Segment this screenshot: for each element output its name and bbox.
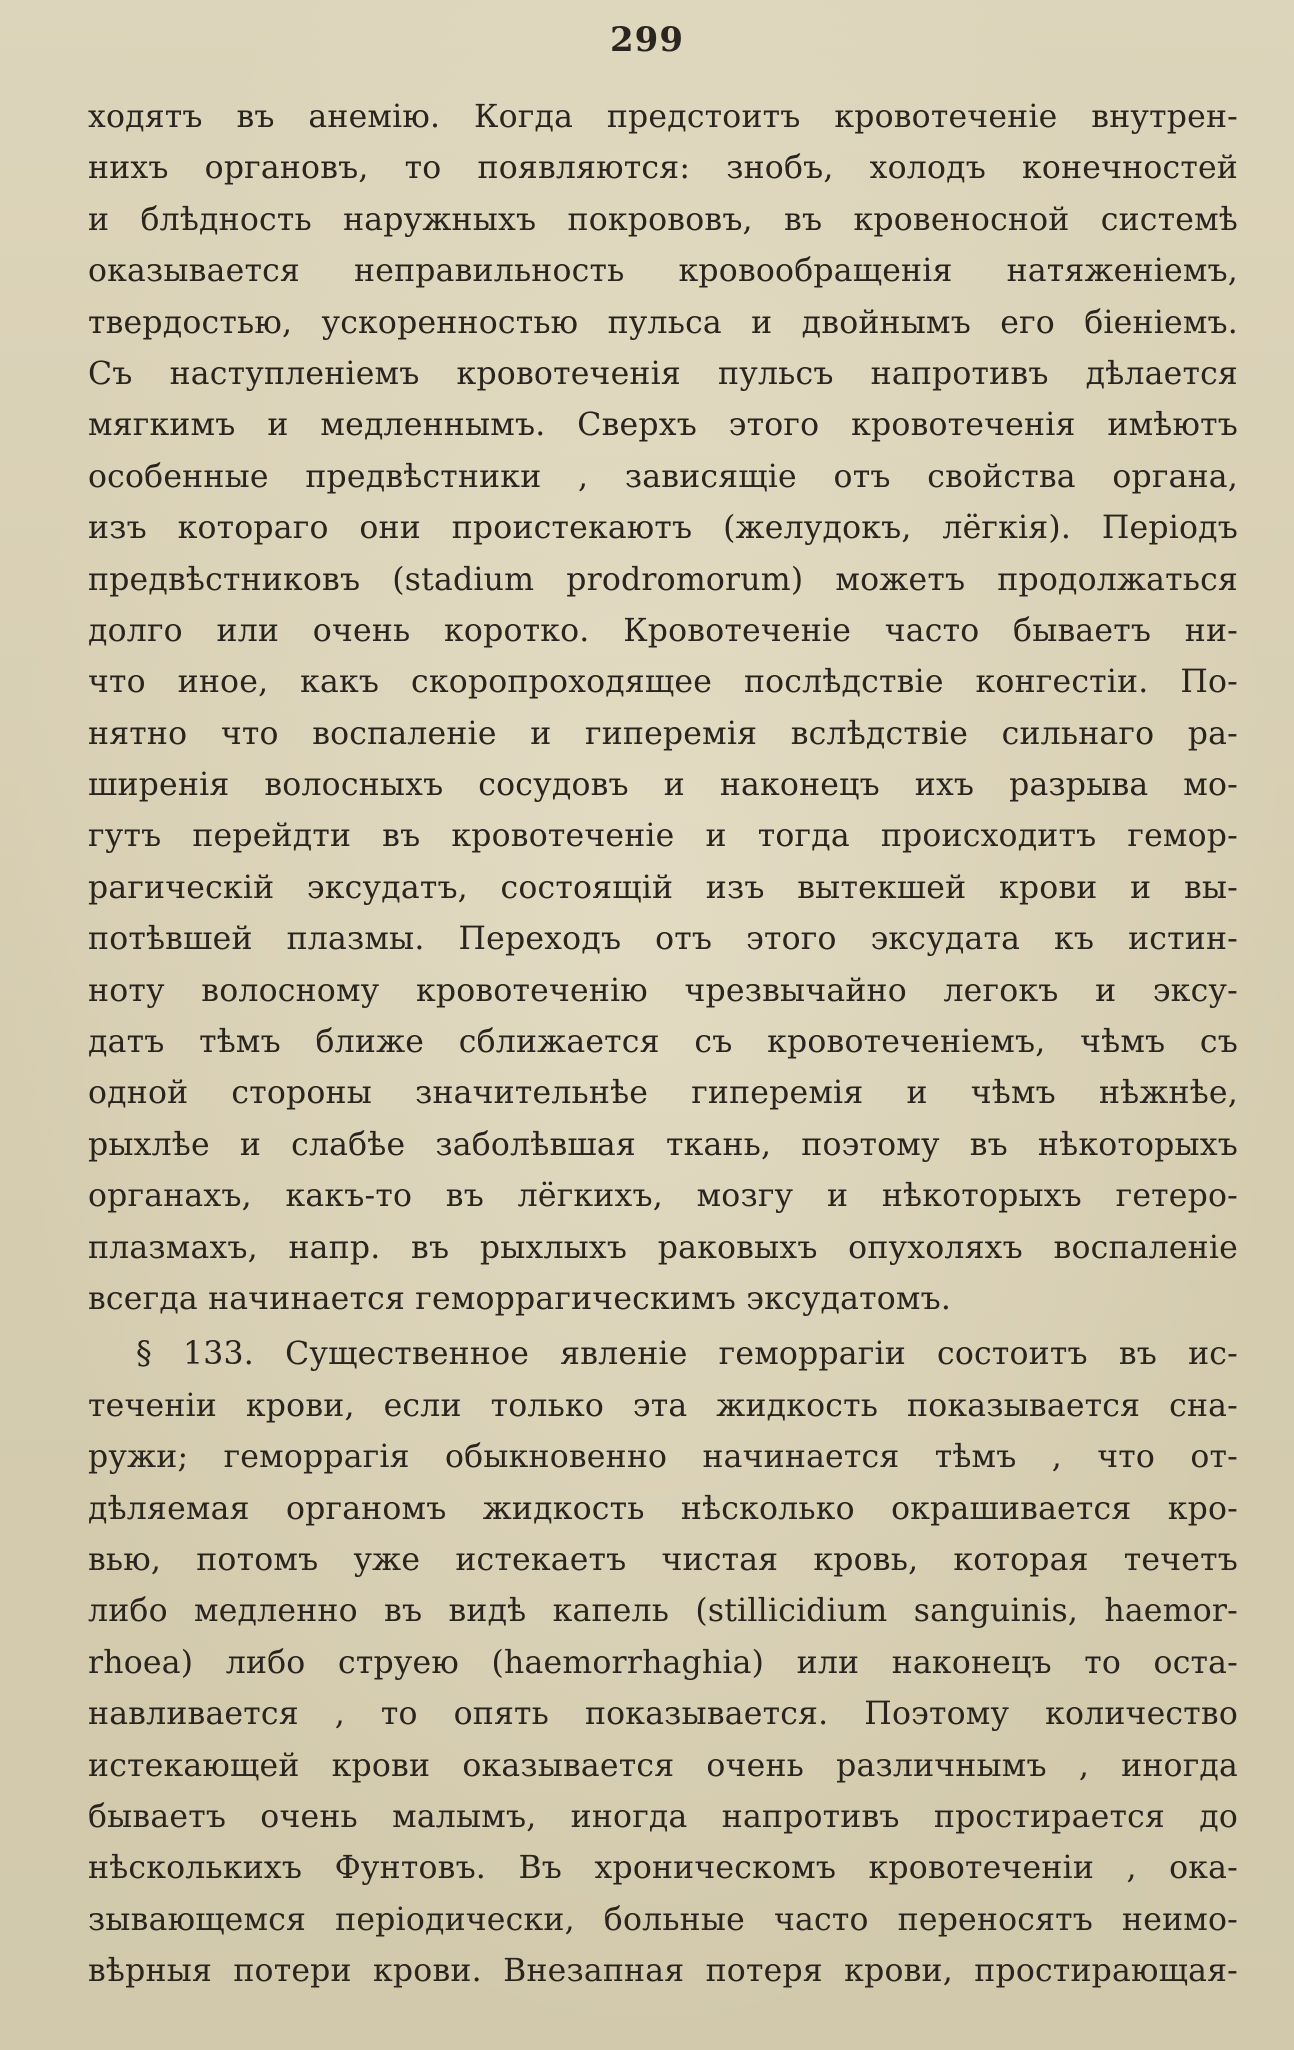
text-line: мягкимъ и медленнымъ. Сверхъ этого кровотеченія имѣютъ (88, 407, 1238, 444)
text-line: вѣрныя потери крови. Внезапная потеря крови, простирающая- (88, 1953, 1238, 1990)
page-number: 299 (610, 20, 684, 60)
text-line: ходятъ въ анемію. Когда предстоитъ кровотеченіе внутрен- (88, 99, 1238, 135)
text-line: бываетъ очень малымъ, иногда напротивъ простирается до (88, 1798, 1238, 1835)
text-line: и блѣдность наружныхъ покрововъ, въ кровеносной системѣ (88, 201, 1238, 238)
text-line: рыхлѣе и слабѣе заболѣвшая ткань, поэтому въ нѣкоторыхъ (88, 1126, 1238, 1163)
text-line: всегда начинается геморрагическимъ эксудатомъ. (88, 1280, 952, 1317)
text-line: либо медленно въ видѣ капель (stillicidium sanguinis, haemor- (88, 1593, 1238, 1630)
text-line: изъ котораго они проистекаютъ (желудокъ, лёгкія). Періодъ (88, 510, 1238, 547)
text-line: оказывается неправильность кровообращенія натяженіемъ, (88, 253, 1238, 290)
text-line: плазмахъ, напр. въ рыхлыхъ раковыхъ опухоляхъ воспаленіе (88, 1229, 1238, 1266)
text-line: что иное, какъ скоропроходящее послѣдствіе конгестіи. По- (88, 664, 1238, 701)
text-line: ружи; геморрагія обыкновенно начинается тѣмъ , что от- (88, 1439, 1238, 1476)
text-line: твердостью, ускоренностью пульса и двойнымъ его біеніемъ. (88, 304, 1238, 341)
body-text (88, 92, 1238, 1997)
text-line: долго или очень коротко. Кровотеченіе часто бываетъ ни- (88, 612, 1238, 649)
text-line: Съ наступленіемъ кровотеченія пульсъ напротивъ дѣлается (88, 355, 1238, 392)
text-line: рагическій эксудатъ, состоящій изъ вытекшей крови и вы- (88, 869, 1238, 906)
text-line: теченіи крови, если только эта жидкость показывается сна- (88, 1387, 1238, 1424)
text-line: гутъ перейдти въ кровотеченіе и тогда происходитъ гемор- (88, 818, 1238, 855)
text-line: предвѣстниковъ (stadium prodromorum) можетъ продолжаться (88, 561, 1238, 598)
text-line: rhoea) либо струею (haemorrhaghia) или наконецъ то оста- (88, 1644, 1238, 1681)
text-line: ноту волосному кровотеченію чрезвычайно легокъ и эксу- (88, 972, 1238, 1009)
text-line: нятно что воспаленіе и гиперемія вслѣдствіе сильнаго ра- (88, 715, 1238, 752)
text-line: особенные предвѣстники , зависящіе отъ свойства органа, (88, 458, 1238, 495)
text-line: зывающемся періодически, больные часто переносятъ неимо- (88, 1901, 1238, 1938)
text-line: вью, потомъ уже истекаетъ чистая кровь, которая течетъ (88, 1541, 1238, 1578)
section-heading-line: § 133. Существенное явленіе геморрагіи состоитъ въ ис- (136, 1336, 1238, 1373)
text-line: потѣвшей плазмы. Переходъ отъ этого эксудата къ истин- (88, 921, 1238, 958)
text-line: истекающей крови оказывается очень различнымъ , иногда (88, 1747, 1238, 1784)
text-line: нихъ органовъ, то появляются: знобъ, холодъ конечностей (88, 150, 1238, 187)
text-line: одной стороны значительнѣе гиперемія и чѣмъ нѣжнѣе, (88, 1075, 1238, 1112)
text-line: нѣсколькихъ Фунтовъ. Въ хроническомъ кровотеченіи , ока- (88, 1850, 1238, 1887)
text-line: дѣляемая органомъ жидкость нѣсколько окрашивается кро- (88, 1490, 1238, 1527)
text-line: ширенія волосныхъ сосудовъ и наконецъ ихъ разрыва мо- (88, 767, 1238, 804)
paragraph-1 (88, 92, 1238, 1325)
text-line: навливается , то опять показывается. Поэтому количество (88, 1696, 1238, 1733)
text-line: датъ тѣмъ ближе сближается съ кровотеченіемъ, чѣмъ съ (88, 1024, 1238, 1061)
text-line: органахъ, какъ-то въ лёгкихъ, мозгу и нѣкоторыхъ гетеро- (88, 1178, 1238, 1215)
paragraph-2 (88, 1329, 1238, 1997)
